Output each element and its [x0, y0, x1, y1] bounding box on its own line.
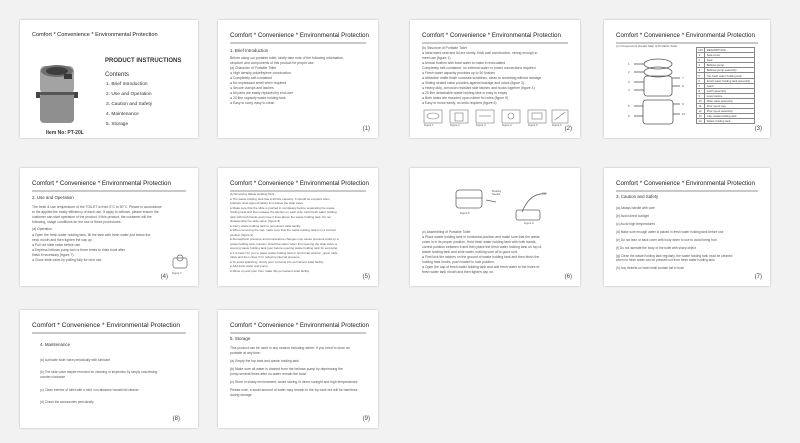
- caution-item: (d) Make sure enough water is placed in fresh water holding tank before use: [616, 230, 724, 234]
- body-line: ● Easy to move easily, no tools required (figure 6): [422, 101, 497, 105]
- page-number: ( 7 ): [755, 274, 762, 280]
- sub-heading: (a) Operation: [32, 227, 52, 231]
- callout-label: 5: [628, 104, 630, 108]
- cell-description: Latch assembly: [705, 88, 755, 93]
- body-line: opening waste holding tank pour before opening waste holding tank for emptying.: [230, 246, 338, 250]
- contents-item: 2. Use and Operation: [106, 92, 152, 97]
- body-line: disassemble the slide valve. (figure 8): [230, 219, 281, 223]
- body-line: (a) Character of Portable Toilet: [230, 66, 277, 70]
- body-line: tank with both hands and move it lines above the waste holding tank. Do not: [230, 214, 332, 219]
- maintenance-item: (b) The slide valve maybe removed for cleaning or inspection by simply unscrewing: [40, 370, 158, 374]
- header-rule: [230, 332, 366, 334]
- section-title: 3. Caution and Safety: [616, 194, 659, 199]
- cell-no: 6: [697, 78, 705, 83]
- cell-description: Slide valve assembly: [705, 98, 755, 103]
- figure-caption: Figure 5: [528, 124, 538, 127]
- body-line: This product can be used in any season including winter. If you need to store an: [230, 346, 350, 350]
- figure-label: Cap: [542, 192, 547, 195]
- body-line: (b) Make sure all water is drained from the bellows pump by depressing the: [230, 367, 343, 371]
- page-6: [410, 168, 580, 286]
- header-rule: [32, 332, 186, 334]
- body-line: fresh water tank mouth and then tighten cap on.: [422, 270, 494, 274]
- cell-no: 13: [697, 114, 705, 119]
- cell-no: 5: [697, 73, 705, 78]
- callout-label: 7: [682, 76, 684, 80]
- figure-caption: Figure 6: [552, 124, 562, 127]
- caution-item: when no fresh water can be pressed out from fresh water holding tank: [616, 258, 715, 262]
- page-9: [218, 310, 378, 428]
- contents-item: 4. Maintenance: [106, 112, 139, 117]
- body-line: ● Make sure that the slide is pushed in completely before separating the waste: [230, 205, 335, 210]
- caution-item: (h) Any trinkets on hotel shall contain fall in bowl: [616, 266, 684, 270]
- maintenance-item: (c) Clean exterior of toilet with a mild, non-abrasive household cleaner: [40, 388, 139, 392]
- page-1: [218, 20, 378, 138]
- body-line: ● Carry waste holding tank to permanent toilet facility.: [230, 223, 302, 228]
- figure-caption: Figure 9: [524, 222, 534, 225]
- callout-label: 6: [628, 114, 630, 118]
- section-title: 4. Maintenance: [40, 342, 71, 347]
- figure-caption: Figure 8: [460, 212, 470, 215]
- cell-description: Seat: [705, 58, 755, 63]
- contents-item: 3. Caution and Safety: [106, 102, 153, 107]
- callout-label: 1: [628, 62, 630, 66]
- figure-caption: Figure 1: [424, 124, 434, 127]
- body-line: ● No unpleasant smell when required: [230, 81, 287, 85]
- figure-caption: Figure 3: [476, 124, 486, 127]
- cell-no: 11: [697, 104, 705, 109]
- cell-description: Pour spout cap: [705, 104, 755, 109]
- body-line: meet use (figure 1): [422, 56, 451, 60]
- contents-title: Contents: [105, 72, 130, 78]
- contents-item: 1. Brief Introduction: [106, 82, 148, 87]
- parts-table: [696, 47, 755, 124]
- callout-label: 8: [682, 84, 684, 88]
- maintenance-item: counter clockwise: [40, 375, 66, 379]
- contents-item: 5. Storage: [106, 122, 129, 127]
- body-line: (c) Store in shady environment, avoid storing in direct sunlight and high temperatures: [230, 380, 358, 384]
- figure-label: Floating Needle: [492, 190, 502, 196]
- body-line: ● Atmospheric pressure and temperature changes may cause pressure build up in: [230, 237, 340, 241]
- callout-label: 4: [628, 88, 630, 92]
- body-line: valve and then close it for reducing internal pressure.: [230, 255, 301, 259]
- bellows-pump-figure: [170, 252, 190, 272]
- page-number: ( 1 ): [363, 126, 370, 132]
- body-line: ● 20 litre capacity waste holding tank: [230, 96, 286, 100]
- cell-no: 12: [697, 109, 705, 114]
- body-line: ● Heavy duty, corrosion resistant side latches and hooks together (figure 4): [422, 86, 535, 90]
- body-line: ● Secure clamps and latches: [230, 86, 274, 90]
- body-line: (a) Empty the top tank and waste holding tank: [230, 359, 299, 363]
- body-line: structure and components of this product for proper use.: [230, 61, 315, 65]
- page-header: Comfort * Convenience * Environmental Protection: [230, 32, 369, 39]
- cell-description: Seat cover: [705, 53, 755, 58]
- callout-label: 10: [682, 112, 686, 116]
- cell-no: 14: [697, 119, 705, 124]
- body-line: waste holding tank. Caution should be taken when first opening the slide valve or: [230, 241, 338, 246]
- body-line: ● To avoid splashing, slowly pour contents into permanent toilet facility.: [230, 259, 324, 264]
- body-line: The fresh & use temperature of the TOILET is from 0°C to 50°C. Please in accordance: [32, 205, 162, 209]
- body-line: ● Rinse up and pour from make this permanent toilet facility.: [230, 268, 310, 273]
- cell-description: Level device: [705, 93, 755, 98]
- body-line: ● All parts are easily replaced by end user: [230, 91, 294, 95]
- emptying-figures: [450, 182, 560, 226]
- table-row: [697, 119, 755, 124]
- body-line: waste holding tank and slide water, making sure all is good sort.: [422, 250, 518, 254]
- page-header: Comfort * Convenience * Environmental Protection: [32, 180, 171, 187]
- body-line: ● Almost flushes with bowl water to make it recirculated: [422, 61, 506, 65]
- body-line: ● Open the cap of fresh water holding tank and add fresh water to the holes of: [422, 265, 540, 269]
- figure-caption: (c) Components Details Map of Portable Toilet: [616, 44, 678, 48]
- cell-no: 10: [697, 98, 705, 103]
- page-number: ( 3 ): [755, 126, 762, 132]
- body-line: ● Fresh water capacity provides up to 50 flushes: [422, 71, 495, 75]
- page-number: ( 2 ): [565, 126, 572, 132]
- body-line: Completely self-contained, no external water or power connections required: [422, 66, 536, 70]
- cover-title: PRODUCT INSTRUCTIONS: [105, 58, 182, 64]
- body-line: holding tank hooks, push inward to lock position.: [422, 260, 495, 264]
- body-line: Please note, a small amount of water may remain in the top tank but will be harmless: [230, 388, 358, 392]
- body-line: ● Open the fresh water holding tank, fill the tank with fresh water just below the: [32, 233, 151, 237]
- page-number: ( 9 ): [363, 416, 370, 422]
- body-line: ● Depress bellows pump two or three times to rinse bowl after: [32, 248, 125, 252]
- body-line: finish it necessary (figure 7).: [32, 253, 75, 257]
- page-header: Comfort * Convenience * Environmental Protection: [616, 32, 755, 39]
- body-line: ● Pull out slide valve before use.: [32, 243, 81, 247]
- page-3: [604, 20, 770, 138]
- body-line: ● Ideal sized seat and lid are sturdy, thick wall construction, strong enough to: [422, 51, 538, 55]
- cell-no: 3: [697, 63, 705, 68]
- body-line: ● Both tanks are mounted upon rubber fix holes (figure 5): [422, 96, 509, 100]
- page-5: [218, 168, 378, 286]
- page-7: [604, 168, 770, 286]
- section-title: 1. Brief Introduction: [230, 48, 269, 53]
- cell-description: Waste holding tank: [705, 119, 755, 124]
- body-line: neck mouth and then tighten the cap up.: [32, 238, 93, 242]
- body-line: ● 20 litre detachable waste holding tank is easy to empty: [422, 91, 508, 95]
- section-title: 2. Use and Operation: [32, 195, 74, 200]
- maintenance-item: (a) Lubricate slide valve periodically with lubricant: [40, 358, 110, 362]
- maintenance-item: (d) Check the accessories periodically: [40, 400, 94, 404]
- caution-item: (g) Clean the waste holding tank regularly, the waste holding tank must be cleaned: [616, 254, 733, 258]
- header-rule: [616, 190, 758, 192]
- page-header: Comfort * Convenience * Environmental Protection: [422, 32, 561, 39]
- page-cover: [20, 20, 198, 138]
- figure-caption: Figure 2: [450, 124, 460, 127]
- body-line: correct position between it and then place the fresh water holding tank on top of: [422, 245, 542, 249]
- header-rule: [32, 190, 186, 192]
- page-header: Comfort * Convenience * Environmental Protection: [616, 180, 755, 187]
- cell-description: Bellows pump: [705, 63, 755, 68]
- body-line: to the applied the easily efficiency of each use. If apply to bellows, please ensure the: [32, 210, 159, 214]
- figure-caption: Figure 4: [502, 124, 512, 127]
- page-header: Comfort * Convenience * Environmental Protection: [230, 180, 369, 187]
- figure-thumbnails: [422, 108, 570, 128]
- body-line: ● Close slide valve by pulling fully for next use.: [32, 258, 103, 262]
- caution-item: (c) Avoid high temperatures: [616, 222, 655, 226]
- body-line: ● Easy to carry, easy to clean: [230, 101, 275, 105]
- cell-description: Bellows pump assembly: [705, 68, 755, 73]
- caution-item: (a) Always handle with care: [616, 206, 655, 210]
- body-line: indicator level approximately 3cm below the slide valve.: [230, 201, 304, 205]
- body-line: (b) Emptying Waste Holding Tank: [230, 192, 275, 196]
- header-rule: [230, 42, 366, 44]
- cell-description: Pour spout assembly: [705, 109, 755, 114]
- body-line: ● Add fresh water and pump.: [230, 264, 269, 268]
- body-line: customer can start operation of the product. If this product, the customer will the: [32, 215, 152, 219]
- caution-item: (b) Avoid direct sunlight: [616, 214, 650, 218]
- cell-no: 8: [697, 88, 705, 93]
- cell-no: 7: [697, 83, 705, 88]
- caution-item: (e) Do not lean or back cover with body when to use to avoid being hurt: [616, 238, 717, 242]
- exploded-diagram: [626, 56, 686, 128]
- body-line: ● Sliding sealed valve provides against leakage and odors (figure 3): [422, 81, 524, 85]
- body-line: following, usage conditions for the use of these procedures.: [32, 220, 122, 224]
- page-header: Comfort * Convenience * Environmental Protection: [230, 322, 369, 329]
- page-number: ( 4 ): [161, 274, 168, 280]
- cell-description: Latch: [705, 83, 755, 88]
- section-title: 5. Storage: [230, 336, 251, 341]
- body-line: portable at any time:: [230, 351, 261, 355]
- figure-caption: Figure 7: [172, 272, 182, 275]
- body-line: ● Place waste holding tank in horizontal position and make sure that the waste: [422, 235, 540, 239]
- callout-label: 9: [682, 102, 684, 106]
- body-line: Before using our portable toilet, kindly take note of the following information,: [230, 56, 344, 60]
- page-8: [20, 310, 198, 428]
- page-number: ( 6 ): [565, 274, 572, 280]
- page-2: [410, 20, 580, 138]
- page-header: Comfort * Convenience * Environmental Protection: [32, 32, 158, 38]
- callout-label: 3: [628, 80, 630, 84]
- cell-no: 1: [697, 53, 705, 58]
- cell-description: Top fresh water holding tank: [705, 73, 755, 78]
- callout-label: 2: [628, 70, 630, 74]
- portable-toilet-image: [34, 62, 82, 128]
- item-number: Item No: PT-20L: [46, 130, 84, 136]
- cell-description: Cap, waste holding tank: [705, 114, 755, 119]
- body-line: ● It is better for you to place waste holding tank in horizontal position, upper slide: [230, 250, 338, 255]
- body-line: (c) Assembling of Portable Toilet: [422, 230, 471, 234]
- body-line: ● Attractive matte finish conceals scratches, clean to scrubbing without damage: [422, 76, 542, 80]
- page-number: ( 5 ): [363, 274, 370, 280]
- page-number: ( 8 ): [173, 416, 180, 422]
- body-line: pump several times after no water remain the bowl: [230, 372, 306, 376]
- body-line: holding tank and then release the latches on each side. Hold fresh water holding: [230, 210, 337, 214]
- header-rule: [422, 42, 568, 44]
- body-line: ● High density polyethylene construction: [230, 71, 291, 75]
- body-line: ● When removing the cap, make sure that the waste holding tank is in a vertical: [230, 228, 336, 232]
- cell-no: 9: [697, 93, 705, 98]
- body-line: position (figure 9).: [230, 232, 255, 237]
- page-header: Comfort * Convenience * Environmental Protection: [32, 322, 181, 329]
- cell-no: 2: [697, 58, 705, 63]
- body-line: during storage: [230, 393, 252, 397]
- body-line: ● The waste holding tank has a 20 litre capacity. It should be emptied when: [230, 196, 330, 201]
- body-line: cover is in its proper position. Hold fresh water holding tank with both hands,: [422, 240, 537, 244]
- body-line: (b) Structure of Portable Toilet: [422, 46, 467, 50]
- caution-item: (f) Do not lacerate the body of the toilet with sharp object: [616, 246, 696, 250]
- header-cell: NO: [698, 48, 703, 53]
- cell-description: Fresh water holding tank assembly: [705, 78, 755, 83]
- body-line: ● First lock the latches on the ground of waste holding tank and then finish the: [422, 255, 540, 259]
- header-cell: DESCRIPTION: [705, 48, 755, 53]
- cell-no: 4: [697, 68, 705, 73]
- body-line: ● Completely self-contained: [230, 76, 273, 80]
- page-4: [20, 168, 198, 286]
